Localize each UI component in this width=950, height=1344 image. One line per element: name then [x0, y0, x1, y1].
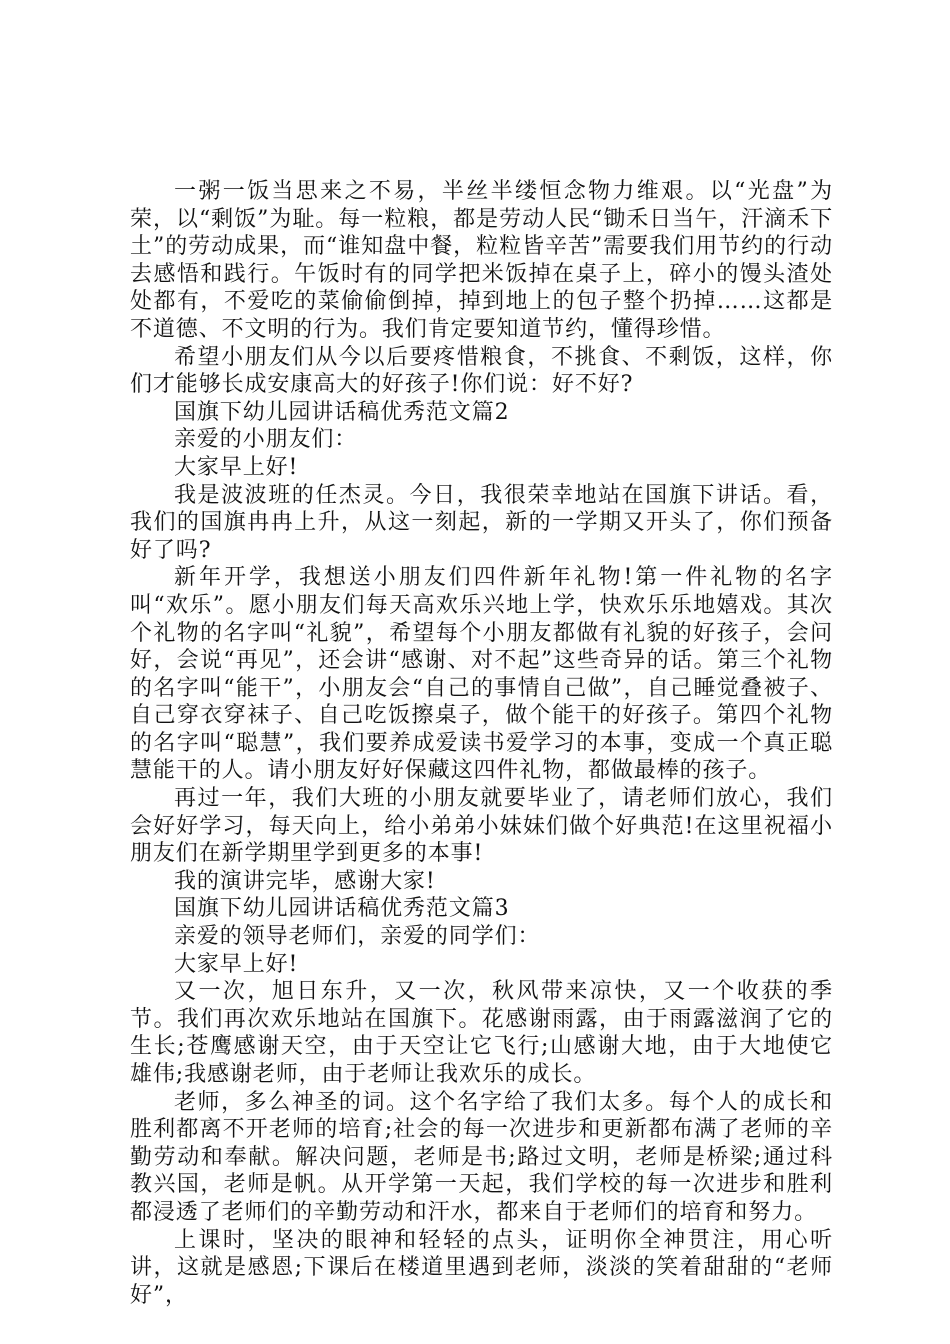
salutation: 亲爱的领导老师们，亲爱的同学们： — [174, 924, 541, 950]
paragraph: 我是波波班的任杰灵。今日，我很荣幸地站在国旗下讲话。看，我们的国旗冉冉上升，从这一刻起，新的一学期又开头了，你们预备好了吗? — [130, 482, 833, 563]
document-body — [130, 178, 833, 1309]
closing-line: 我的演讲完毕，感谢大家! — [174, 868, 436, 894]
greeting: 大家早上好! — [174, 454, 299, 480]
paragraph: 希望小朋友们从今以后要疼惜粮食，不挑食、不剩饭，这样，你们才能够长成安康高大的好孩子!你们说：好不好? — [130, 344, 833, 398]
greeting: 大家早上好! — [174, 951, 299, 977]
section-heading: 国旗下幼儿园讲话稿优秀范文篇3 — [174, 896, 510, 922]
paragraph: 老师，多么神圣的词。这个名字给了我们太多。每个人的成长和胜利都离不开老师的培育;社会的每一次进步和更新都布满了老师的辛勤劳动和奉献。解决问题，老师是书;路过文明，老师是桥梁;通过科教兴国，老师是帆。从开学第一天起，我们学校的每一次进步和胜利都浸透了老师们的辛勤劳动和汗水，都来自于老师们的培育和努力。 — [130, 1089, 833, 1225]
section-heading: 国旗下幼儿园讲话稿优秀范文篇2 — [174, 399, 510, 425]
paragraph: 上课时，坚决的眼神和轻轻的点头，证明你全神贯注，用心听讲，这就是感恩;下课后在楼道里遇到老师，淡淡的笑着甜甜的“老师好”， — [130, 1227, 833, 1308]
salutation: 亲爱的小朋友们： — [174, 427, 358, 453]
paragraph: 再过一年，我们大班的小朋友就要毕业了，请老师们放心，我们会好好学习，每天向上，给小弟弟小妹妹们做个好典范!在这里祝福小朋友们在新学期里学到更多的本事! — [130, 786, 833, 867]
paragraph: 一粥一饭当思来之不易，半丝半缕恒念物力维艰。以“光盘”为荣，以“剩饭”为耻。每一粒粮，都是劳动人民“锄禾日当午，汗滴禾下土”的劳动成果，而“谁知盘中餐，粒粒皆辛苦”需要我们用节约的行动去感悟和践行。午饭时有的同学把米饭掉在桌子上，碎小的馒头渣处处都有，不爱吃的菜偷偷倒掉，掉到地上的包子整个扔掉……这都是不道德、不文明的行为。我们肯定要知道节约，懂得珍惜。 — [130, 179, 833, 342]
paragraph: 新年开学，我想送小朋友们四件新年礼物!第一件礼物的名字叫“欢乐”。愿小朋友们每天高欢乐兴地上学，快欢乐乐地嬉戏。其次个礼物的名字叫“礼貌”，希望每个小朋友都做有礼貌的好孩子，会问好，会说“再见”，还会讲“感谢、对不起”这些奇异的话。第三个礼物的名字叫“能干”，小朋友会“自己的事情自己做”，自己睡觉叠被子、自己穿衣穿袜子、自己吃饭擦桌子，做个能干的好孩子。第四个礼物的名字叫“聪慧”，我们要养成爱读书爱学习的本事，变成一个真正聪慧能干的人。请小朋友好好保藏这四件礼物，都做最棒的孩子。 — [130, 565, 833, 784]
paragraph: 又一次，旭日东升，又一次，秋风带来凉快，又一个收获的季节。我们再次欢乐地站在国旗下。花感谢雨露，由于雨露滋润了它的生长;苍鹰感谢天空，由于天空让它飞行;山感谢大地，由于大地使它雄伟;我感谢老师，由于老师让我欢乐的成长。 — [130, 979, 833, 1087]
